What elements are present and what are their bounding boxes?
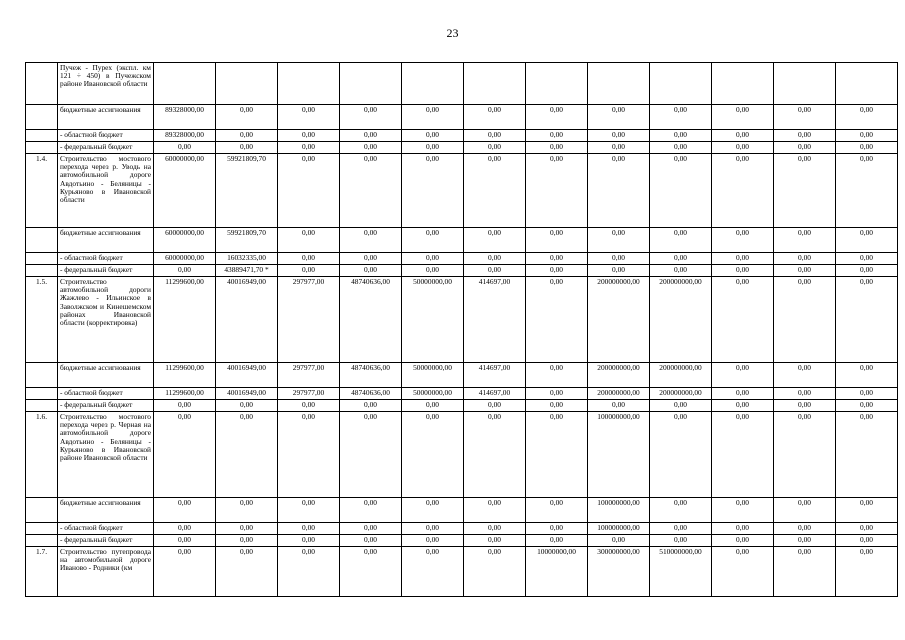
value-cell: 100000000,00	[588, 523, 650, 535]
value-cell: 0,00	[464, 535, 526, 547]
row-name-cell: - областной бюджет	[58, 130, 154, 142]
value-cell: 0,00	[712, 105, 774, 130]
value-cell: 0,00	[712, 388, 774, 400]
row-name-cell: - федеральный бюджет	[58, 535, 154, 547]
page-number: 23	[446, 26, 459, 40]
value-cell: 0,00	[278, 265, 340, 277]
value-cell: 11299600,00	[154, 363, 216, 388]
value-cell: 50000000,00	[402, 277, 464, 363]
value-cell: 0,00	[588, 228, 650, 253]
value-cell: 16032335,00	[216, 253, 278, 265]
value-cell	[650, 63, 712, 105]
value-cell	[836, 63, 898, 105]
value-cell: 0,00	[836, 130, 898, 142]
table-row	[26, 130, 898, 142]
budget-table	[25, 62, 898, 597]
row-number-cell	[26, 63, 58, 105]
value-cell: 60000000,00	[154, 228, 216, 253]
value-cell: 200000000,00	[588, 363, 650, 388]
value-cell: 0,00	[402, 412, 464, 498]
value-cell	[216, 63, 278, 105]
value-cell: 0,00	[588, 400, 650, 412]
value-cell: 414697,00	[464, 277, 526, 363]
row-name-cell: - областной бюджет	[58, 523, 154, 535]
value-cell: 10000000,00	[526, 547, 588, 597]
value-cell: 0,00	[836, 253, 898, 265]
row-number-cell	[26, 130, 58, 142]
value-cell: 0,00	[216, 535, 278, 547]
value-cell: 0,00	[650, 535, 712, 547]
value-cell: 0,00	[464, 547, 526, 597]
value-cell: 0,00	[588, 105, 650, 130]
value-cell: 0,00	[216, 105, 278, 130]
row-number-cell: 1.7.	[26, 547, 58, 597]
value-cell: 0,00	[650, 523, 712, 535]
table-row	[26, 277, 898, 363]
value-cell: 0,00	[340, 523, 402, 535]
value-cell: 414697,00	[464, 363, 526, 388]
value-cell: 297977,00	[278, 363, 340, 388]
value-cell: 0,00	[774, 498, 836, 523]
value-cell: 0,00	[464, 154, 526, 228]
value-cell: 0,00	[340, 400, 402, 412]
table-row	[26, 253, 898, 265]
value-cell: 0,00	[154, 412, 216, 498]
value-cell: 0,00	[154, 523, 216, 535]
value-cell: 0,00	[402, 535, 464, 547]
value-cell: 0,00	[216, 547, 278, 597]
value-cell: 0,00	[402, 547, 464, 597]
value-cell: 200000000,00	[588, 277, 650, 363]
value-cell: 414697,00	[464, 388, 526, 400]
value-cell: 0,00	[278, 105, 340, 130]
row-number-cell	[26, 105, 58, 130]
value-cell: 0,00	[340, 547, 402, 597]
value-cell: 60000000,00	[154, 253, 216, 265]
value-cell: 0,00	[774, 535, 836, 547]
value-cell: 0,00	[774, 388, 836, 400]
value-cell: 0,00	[526, 388, 588, 400]
value-cell: 0,00	[278, 498, 340, 523]
table-row	[26, 547, 898, 597]
value-cell: 200000000,00	[650, 277, 712, 363]
value-cell: 0,00	[526, 498, 588, 523]
value-cell: 0,00	[526, 228, 588, 253]
value-cell: 0,00	[402, 228, 464, 253]
value-cell: 0,00	[712, 277, 774, 363]
value-cell: 0,00	[650, 130, 712, 142]
value-cell: 0,00	[774, 547, 836, 597]
value-cell: 0,00	[774, 363, 836, 388]
row-name-cell: бюджетные ассигнования	[58, 105, 154, 130]
value-cell: 0,00	[340, 228, 402, 253]
value-cell: 0,00	[526, 265, 588, 277]
value-cell: 0,00	[836, 105, 898, 130]
value-cell: 200000000,00	[650, 363, 712, 388]
value-cell: 0,00	[712, 363, 774, 388]
value-cell: 0,00	[340, 412, 402, 498]
value-cell: 0,00	[774, 228, 836, 253]
table-row	[26, 363, 898, 388]
row-name-cell: Строительство мостового перехода через р. Уводь на автомобильной дороге Авдотьино - Беляницы - Курьяново в Ивановской области	[58, 154, 154, 228]
value-cell: 0,00	[154, 547, 216, 597]
value-cell: 0,00	[464, 412, 526, 498]
value-cell: 0,00	[216, 142, 278, 154]
value-cell: 11299600,00	[154, 277, 216, 363]
value-cell: 510000000,00	[650, 547, 712, 597]
row-number-cell: 1.5.	[26, 277, 58, 363]
value-cell: 0,00	[154, 498, 216, 523]
value-cell: 0,00	[402, 265, 464, 277]
value-cell: 0,00	[774, 130, 836, 142]
table-row	[26, 142, 898, 154]
value-cell: 0,00	[774, 400, 836, 412]
value-cell: 100000000,00	[588, 412, 650, 498]
row-name-cell: - областной бюджет	[58, 253, 154, 265]
value-cell: 0,00	[712, 400, 774, 412]
value-cell: 0,00	[464, 228, 526, 253]
table-row	[26, 154, 898, 228]
value-cell: 0,00	[464, 105, 526, 130]
value-cell: 0,00	[712, 154, 774, 228]
value-cell: 0,00	[836, 412, 898, 498]
value-cell: 100000000,00	[588, 498, 650, 523]
table-row	[26, 498, 898, 523]
value-cell: 0,00	[650, 228, 712, 253]
value-cell: 0,00	[278, 547, 340, 597]
value-cell: 0,00	[402, 105, 464, 130]
value-cell: 0,00	[774, 142, 836, 154]
value-cell: 0,00	[650, 142, 712, 154]
value-cell: 0,00	[526, 412, 588, 498]
value-cell: 0,00	[402, 130, 464, 142]
value-cell: 0,00	[402, 498, 464, 523]
value-cell: 0,00	[278, 228, 340, 253]
row-number-cell	[26, 523, 58, 535]
value-cell: 0,00	[650, 265, 712, 277]
value-cell	[588, 63, 650, 105]
value-cell: 60000000,00	[154, 154, 216, 228]
row-number-cell	[26, 400, 58, 412]
value-cell: 297977,00	[278, 388, 340, 400]
value-cell: 0,00	[526, 253, 588, 265]
value-cell: 200000000,00	[588, 388, 650, 400]
row-name-cell: Строительство мостового перехода через р. Черная на автомобильной дороге Авдотьино - Беляницы - Курьяново в Ивановской районе Ивановской области	[58, 412, 154, 498]
row-name-cell: - федеральный бюджет	[58, 400, 154, 412]
value-cell: 0,00	[836, 142, 898, 154]
value-cell: 0,00	[278, 154, 340, 228]
value-cell: 0,00	[154, 142, 216, 154]
value-cell: 0,00	[712, 265, 774, 277]
value-cell: 0,00	[402, 400, 464, 412]
value-cell: 0,00	[340, 105, 402, 130]
value-cell: 0,00	[712, 142, 774, 154]
value-cell: 0,00	[464, 265, 526, 277]
table-row	[26, 105, 898, 130]
value-cell	[774, 63, 836, 105]
value-cell: 0,00	[836, 400, 898, 412]
table-row	[26, 228, 898, 253]
value-cell: 0,00	[464, 523, 526, 535]
value-cell: 40016949,00	[216, 363, 278, 388]
value-cell: 48740636,00	[340, 388, 402, 400]
value-cell: 0,00	[774, 253, 836, 265]
value-cell: 89328000,00	[154, 130, 216, 142]
value-cell: 0,00	[278, 400, 340, 412]
value-cell: 0,00	[650, 253, 712, 265]
value-cell: 0,00	[712, 498, 774, 523]
value-cell: 0,00	[340, 154, 402, 228]
value-cell: 59921809,70	[216, 154, 278, 228]
value-cell: 0,00	[216, 498, 278, 523]
value-cell	[340, 63, 402, 105]
value-cell: 0,00	[340, 265, 402, 277]
value-cell: 0,00	[526, 400, 588, 412]
value-cell: 0,00	[650, 400, 712, 412]
value-cell: 0,00	[650, 498, 712, 523]
value-cell: 0,00	[402, 154, 464, 228]
value-cell: 0,00	[774, 154, 836, 228]
value-cell: 0,00	[464, 130, 526, 142]
row-name-cell: Строительство путепровода на автомобильной дороге Иваново - Родники (км	[58, 547, 154, 597]
value-cell: 40016949,00	[216, 277, 278, 363]
row-name-cell: - федеральный бюджет	[58, 142, 154, 154]
table-row	[26, 265, 898, 277]
value-cell: 0,00	[340, 142, 402, 154]
table-row	[26, 388, 898, 400]
value-cell: 0,00	[526, 535, 588, 547]
value-cell	[154, 63, 216, 105]
value-cell: 40016949,00	[216, 388, 278, 400]
value-cell: 0,00	[588, 154, 650, 228]
table-row	[26, 400, 898, 412]
value-cell: 50000000,00	[402, 388, 464, 400]
value-cell: 0,00	[712, 412, 774, 498]
value-cell: 0,00	[836, 535, 898, 547]
value-cell: 0,00	[774, 277, 836, 363]
value-cell: 0,00	[154, 400, 216, 412]
value-cell: 48740636,00	[340, 363, 402, 388]
value-cell: 0,00	[526, 363, 588, 388]
value-cell: 0,00	[836, 265, 898, 277]
value-cell: 0,00	[712, 130, 774, 142]
row-number-cell	[26, 363, 58, 388]
value-cell: 0,00	[526, 142, 588, 154]
row-number-cell	[26, 535, 58, 547]
value-cell: 0,00	[588, 535, 650, 547]
value-cell: 0,00	[836, 498, 898, 523]
value-cell: 0,00	[340, 130, 402, 142]
value-cell	[526, 63, 588, 105]
value-cell: 0,00	[588, 130, 650, 142]
value-cell: 0,00	[836, 154, 898, 228]
value-cell: 0,00	[774, 412, 836, 498]
row-name-cell: - областной бюджет	[58, 388, 154, 400]
value-cell: 0,00	[774, 265, 836, 277]
value-cell: 0,00	[464, 498, 526, 523]
row-number-cell	[26, 228, 58, 253]
table-row	[26, 412, 898, 498]
value-cell: 0,00	[278, 142, 340, 154]
table-row	[26, 63, 898, 105]
value-cell: 0,00	[650, 105, 712, 130]
row-name-cell: бюджетные ассигнования	[58, 228, 154, 253]
value-cell: 0,00	[712, 228, 774, 253]
value-cell: 0,00	[836, 363, 898, 388]
value-cell	[464, 63, 526, 105]
value-cell: 200000000,00	[650, 388, 712, 400]
value-cell: 48740636,00	[340, 277, 402, 363]
value-cell: 300000000,00	[588, 547, 650, 597]
value-cell: 0,00	[650, 412, 712, 498]
value-cell: 0,00	[712, 523, 774, 535]
value-cell: 0,00	[588, 253, 650, 265]
row-name-cell: Пучеж - Пурех (экспл. км 121 ÷ 450) в Пучежском районе Ивановской области	[58, 63, 154, 105]
value-cell: 0,00	[774, 105, 836, 130]
value-cell: 59921809,70	[216, 228, 278, 253]
value-cell	[402, 63, 464, 105]
value-cell: 0,00	[836, 277, 898, 363]
value-cell: 0,00	[526, 154, 588, 228]
row-number-cell	[26, 265, 58, 277]
value-cell: 0,00	[526, 523, 588, 535]
value-cell: 0,00	[402, 142, 464, 154]
table-row	[26, 535, 898, 547]
table-row	[26, 523, 898, 535]
value-cell	[712, 63, 774, 105]
value-cell: 297977,00	[278, 277, 340, 363]
value-cell: 0,00	[464, 142, 526, 154]
value-cell: 0,00	[712, 547, 774, 597]
row-name-cell: бюджетные ассигнования	[58, 498, 154, 523]
value-cell: 43889471,70 *	[216, 265, 278, 277]
value-cell: 0,00	[278, 535, 340, 547]
row-number-cell	[26, 388, 58, 400]
row-name-cell: - федеральный бюджет	[58, 265, 154, 277]
row-number-cell	[26, 253, 58, 265]
value-cell: 0,00	[650, 154, 712, 228]
row-name-cell: бюджетные ассигнования	[58, 363, 154, 388]
value-cell: 0,00	[216, 400, 278, 412]
value-cell: 89328000,00	[154, 105, 216, 130]
value-cell: 0,00	[526, 105, 588, 130]
value-cell: 0,00	[154, 535, 216, 547]
value-cell: 0,00	[464, 253, 526, 265]
value-cell: 0,00	[278, 130, 340, 142]
value-cell: 0,00	[278, 412, 340, 498]
value-cell	[278, 63, 340, 105]
value-cell: 0,00	[278, 253, 340, 265]
value-cell: 0,00	[526, 130, 588, 142]
value-cell: 0,00	[774, 523, 836, 535]
value-cell: 0,00	[154, 265, 216, 277]
row-number-cell	[26, 142, 58, 154]
value-cell: 0,00	[712, 253, 774, 265]
value-cell: 0,00	[836, 523, 898, 535]
value-cell: 0,00	[340, 535, 402, 547]
value-cell: 0,00	[402, 523, 464, 535]
value-cell: 0,00	[402, 253, 464, 265]
value-cell: 11299600,00	[154, 388, 216, 400]
value-cell: 0,00	[836, 228, 898, 253]
value-cell: 0,00	[836, 388, 898, 400]
value-cell: 0,00	[216, 523, 278, 535]
value-cell: 0,00	[588, 265, 650, 277]
row-number-cell: 1.6.	[26, 412, 58, 498]
value-cell: 0,00	[216, 130, 278, 142]
row-number-cell	[26, 498, 58, 523]
value-cell: 0,00	[340, 498, 402, 523]
row-name-cell: Строительство автомобильной дороги Жажлево - Ильинское в Заволжском и Кинешемском районах Ивановской области (корректировка)	[58, 277, 154, 363]
value-cell: 0,00	[278, 523, 340, 535]
value-cell: 0,00	[464, 400, 526, 412]
value-cell: 0,00	[216, 412, 278, 498]
value-cell: 0,00	[526, 277, 588, 363]
value-cell: 50000000,00	[402, 363, 464, 388]
value-cell: 0,00	[836, 547, 898, 597]
value-cell: 0,00	[588, 142, 650, 154]
value-cell: 0,00	[340, 253, 402, 265]
value-cell: 0,00	[712, 535, 774, 547]
row-number-cell: 1.4.	[26, 154, 58, 228]
